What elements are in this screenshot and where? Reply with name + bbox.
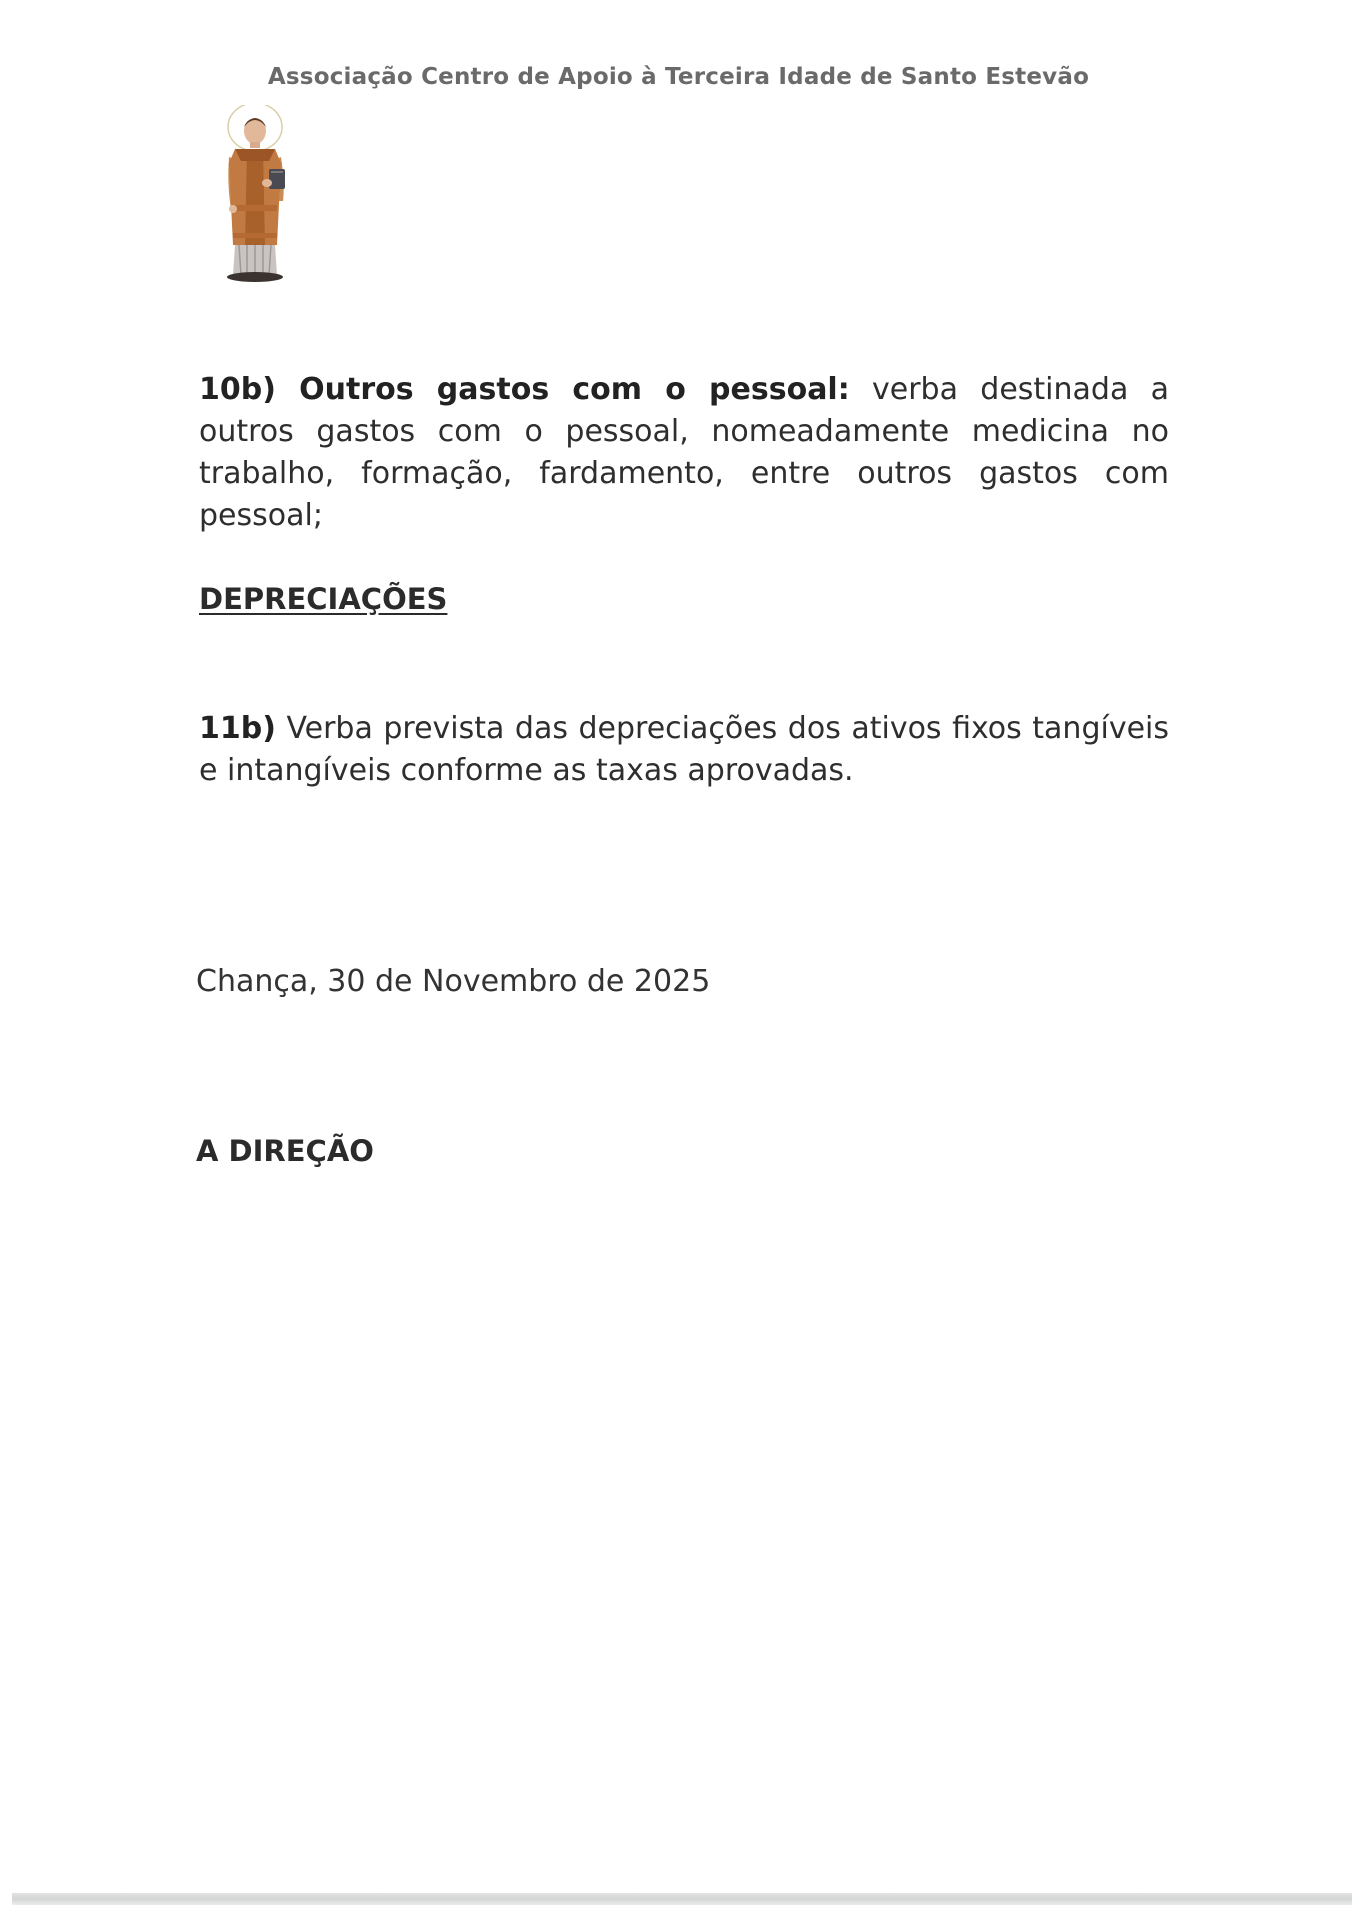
organization-header: Associação Centro de Apoio à Terceira Idade de Santo Estevão [267,64,1090,90]
paragraph-11b-label: 11b) [199,711,276,746]
paragraph-11b [199,708,1169,792]
paragraph-10b-label: 10b) Outros gastos com o pessoal: [199,372,850,407]
scan-edge-divider [12,1893,1352,1905]
place-date: Chança, 30 de Novembro de 2025 [196,964,711,999]
section-title-depreciacoes: DEPRECIAÇÕES [199,582,448,616]
paragraph-11b-text: Verba prevista das depreciações dos ativos fixos tangíveis e intangíveis conforme as taxas aprovadas. [199,711,1169,788]
signature-title: A DIREÇÃO [196,1134,374,1168]
saint-stephen-figure-icon [205,105,305,285]
paragraph-10b-text: verba destinada a outros gastos com o pessoal, nomeadamente medicina no trabalho, formação, fardamento, entre outros gastos com pessoal; [199,372,1170,533]
paragraph-10b [199,369,1169,537]
